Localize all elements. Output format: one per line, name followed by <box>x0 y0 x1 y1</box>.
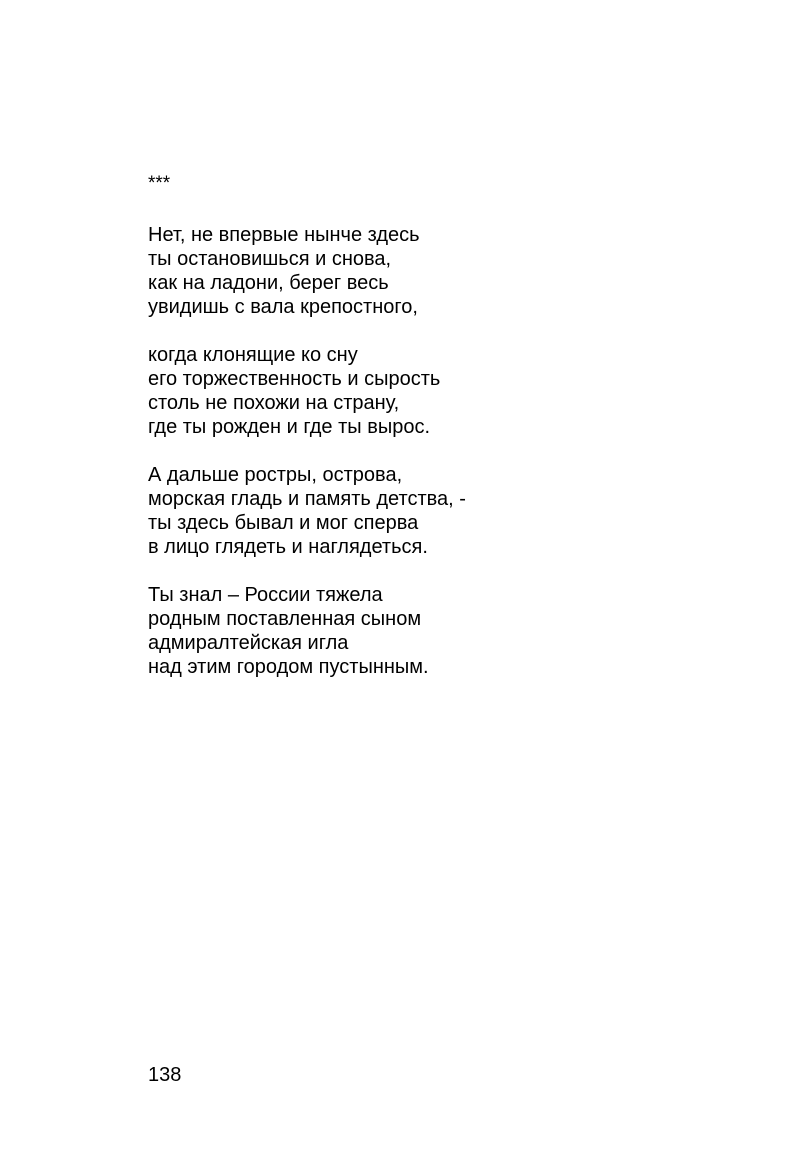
stanza-2 <box>148 343 748 439</box>
poem-line: Ты знал – России тяжела <box>148 584 383 606</box>
poem-line: где ты рожден и где ты вырос. <box>148 416 431 438</box>
poem-line: морская гладь и память детства, - <box>148 488 466 510</box>
poem-line: ты остановишься и снова, <box>148 248 392 270</box>
poem-line: столь не похожи на страну, <box>148 392 400 414</box>
poem-line: адмиралтейская игла <box>148 632 349 654</box>
poem-line: А дальше ростры, острова, <box>148 464 403 486</box>
stanza-1 <box>148 223 748 319</box>
stanza-3 <box>148 463 748 559</box>
poem-line: ты здесь бывал и мог сперва <box>148 512 419 534</box>
poem <box>148 223 748 703</box>
poem-line: увидишь с вала крепостного, <box>148 296 418 318</box>
page-number: 138 <box>148 1064 182 1086</box>
section-separator: *** <box>148 173 171 194</box>
poem-line: когда клонящие ко сну <box>148 344 358 366</box>
poem-line: родным поставленная сыном <box>148 608 422 630</box>
poem-line: как на ладони, берег весь <box>148 272 389 294</box>
stanza-4 <box>148 583 748 679</box>
poem-line: в лицо глядеть и наглядеться. <box>148 536 428 558</box>
poem-line: Нет, не впервые нынче здесь <box>148 224 420 246</box>
poem-line: его торжественность и сырость <box>148 368 441 390</box>
poem-line: над этим городом пустынным. <box>148 656 429 678</box>
